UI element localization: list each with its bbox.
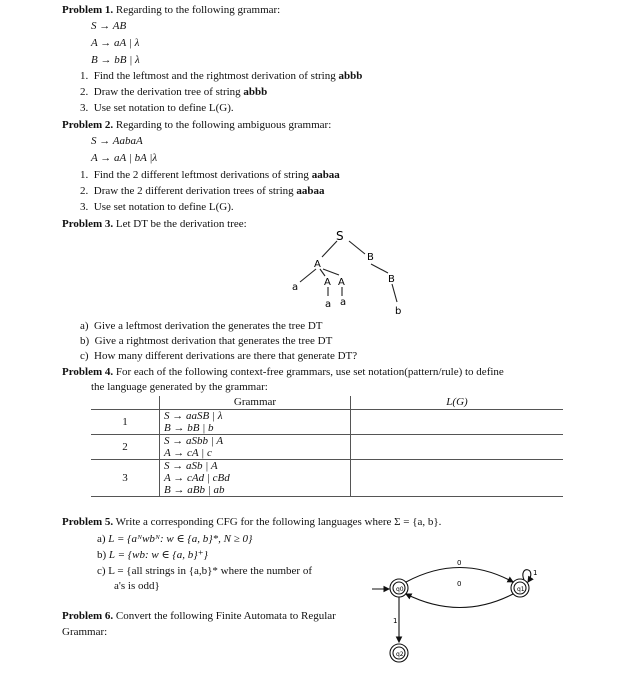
item-string: aabaa	[296, 185, 325, 197]
transition-q1-q0	[406, 594, 513, 608]
p5-item-c-cont: a's is odd}	[114, 580, 160, 592]
row-lg-answer[interactable]	[351, 435, 564, 460]
item-text: How many different derivations are there that generate DT?	[94, 350, 358, 362]
tree-edge	[300, 269, 316, 282]
tree-node: B	[367, 252, 374, 263]
tree-node: a	[292, 282, 299, 293]
row-lg-answer[interactable]	[351, 460, 564, 497]
problem-6-title: Problem 6.	[62, 610, 114, 622]
item-text: Use set notation to define L(G).	[93, 102, 234, 114]
problem-2-intro: Regarding to the following ambiguous grammar:	[113, 119, 332, 131]
item-number: c)	[97, 565, 106, 577]
tree-node: A	[314, 259, 321, 270]
item-text: Find the leftmost and the rightmost derivation of string	[93, 70, 339, 82]
label-bottom-arc: 0	[457, 580, 462, 588]
problem-6-heading	[62, 610, 336, 622]
item-text: Find the 2 different leftmost derivations of string	[93, 169, 312, 181]
grammar-line: S → aSb | A	[164, 460, 218, 472]
table-row	[91, 460, 563, 497]
item-number: 1.	[80, 70, 89, 82]
problem-4-intro-line2: the language generated by the grammar:	[91, 381, 268, 393]
row-grammar	[160, 410, 351, 435]
grammar-line: B → bB | b	[164, 422, 214, 434]
p5-item-c	[97, 565, 312, 577]
tree-edge	[323, 269, 339, 275]
table-header-num	[91, 396, 160, 410]
grammar-line: S → aSbb | A	[164, 435, 224, 447]
label-self-loop: 1	[533, 569, 538, 577]
problem-2-title: Problem 2.	[62, 119, 114, 131]
problem-5-intro: Write a corresponding CFG for the following languages where Σ = {a, b}.	[113, 516, 442, 528]
item-number: a)	[80, 320, 89, 332]
problem-3-intro: Let DT be the derivation tree:	[113, 218, 247, 230]
problem-1-title: Problem 1.	[62, 4, 114, 16]
p5-item-a	[97, 532, 252, 545]
problem-5-title: Problem 5.	[62, 516, 114, 528]
p1-rule-1: S → AB	[91, 20, 127, 32]
p1-item-2	[80, 86, 267, 98]
problem-1-intro: Regarding to the following grammar:	[113, 4, 281, 16]
problem-4-title: Problem 4.	[62, 366, 114, 378]
row-number: 2	[91, 435, 160, 460]
problem-6-intro: Convert the following Finite Automata to Regular	[113, 610, 336, 622]
table-header-row	[91, 396, 563, 410]
state-q0-label: q0	[396, 586, 404, 593]
problem-5-heading	[62, 516, 441, 528]
problem-1-heading	[62, 4, 280, 16]
problem-3-heading	[62, 218, 247, 230]
derivation-tree	[270, 224, 420, 320]
grammar-line: S → aaSB | λ	[164, 410, 223, 422]
label-top-arc: 0	[457, 559, 462, 567]
grammar-table	[91, 396, 563, 497]
tree-edge	[349, 241, 365, 254]
p5-item-b	[97, 548, 208, 561]
item-string: abbb	[338, 70, 363, 82]
item-number: b)	[80, 335, 90, 347]
item-text: L = {aᴺwbᴺ: w ∈ {a, b}*, N ≥ 0}	[108, 533, 253, 545]
problem-2-heading	[62, 119, 331, 131]
item-text: L = {wb: w ∈ {a, b}⁺}	[108, 549, 208, 561]
p3-item-b	[80, 335, 332, 347]
item-number: b)	[97, 549, 107, 561]
row-grammar	[160, 460, 351, 497]
item-text: L = {all strings in {a,b}* where the number of	[108, 565, 312, 577]
tree-edge	[322, 241, 337, 257]
problem-6-intro-line2: Grammar:	[62, 626, 108, 638]
item-number: 2.	[80, 185, 89, 197]
table-header-grammar: Grammar	[160, 396, 351, 410]
problem-4-heading	[62, 366, 504, 378]
row-lg-answer[interactable]	[351, 410, 564, 435]
p3-item-a	[80, 320, 323, 332]
item-string: abbb	[243, 86, 268, 98]
grammar-line: B → aBb | ab	[164, 484, 225, 496]
grammar-line: A → cA | c	[164, 447, 212, 459]
problem-3-title: Problem 3.	[62, 218, 114, 230]
table-row	[91, 435, 563, 460]
item-text: Give a rightmost derivation that generates the tree DT	[94, 335, 333, 347]
item-text: Draw the derivation tree of string	[93, 86, 244, 98]
item-text: Give a leftmost derivation the generates the tree DT	[94, 320, 323, 332]
label-down: 1	[393, 617, 398, 625]
finite-automaton-diagram	[368, 555, 548, 700]
tree-node: A	[338, 277, 345, 288]
p3-item-c	[80, 350, 357, 362]
table-header-lg: L(G)	[351, 396, 564, 410]
tree-edge	[371, 264, 388, 273]
item-number: a)	[97, 533, 106, 545]
item-number: 2.	[80, 86, 89, 98]
p2-rule-2: A → aA | bA |λ	[91, 152, 158, 164]
tree-node: a	[325, 299, 332, 310]
p1-item-1	[80, 70, 362, 82]
p1-rule-3: B → bB | λ	[91, 54, 140, 66]
tree-node-root: S	[336, 229, 344, 243]
item-number: c)	[80, 350, 89, 362]
item-text: Use set notation to define L(G).	[93, 201, 234, 213]
item-number: 3.	[80, 102, 89, 114]
row-number: 1	[91, 410, 160, 435]
tree-edge	[392, 284, 397, 302]
row-number: 3	[91, 460, 160, 497]
item-number: 1.	[80, 169, 89, 181]
tree-node: a	[340, 297, 347, 308]
p2-item-3	[80, 201, 234, 213]
p2-rule-1: S → AabaA	[91, 135, 143, 147]
p1-rule-2: A → aA | λ	[91, 37, 140, 49]
grammar-line: A → cAd | cBd	[164, 472, 230, 484]
p1-item-3	[80, 102, 234, 114]
state-q1-label: q1	[517, 586, 525, 593]
p2-item-2	[80, 185, 325, 197]
tree-node: b	[395, 306, 402, 317]
item-number: 3.	[80, 201, 89, 213]
tree-node: A	[324, 277, 331, 288]
problem-4-intro: For each of the following context-free grammars, use set notation(pattern/rule) to define	[113, 366, 504, 378]
item-text: Draw the 2 different derivation trees of string	[93, 185, 297, 197]
p2-item-1	[80, 169, 340, 181]
tree-node: B	[388, 274, 395, 285]
state-q2-label: q2	[396, 651, 404, 658]
table-row	[91, 410, 563, 435]
row-grammar	[160, 435, 351, 460]
item-string: aabaa	[311, 169, 340, 181]
